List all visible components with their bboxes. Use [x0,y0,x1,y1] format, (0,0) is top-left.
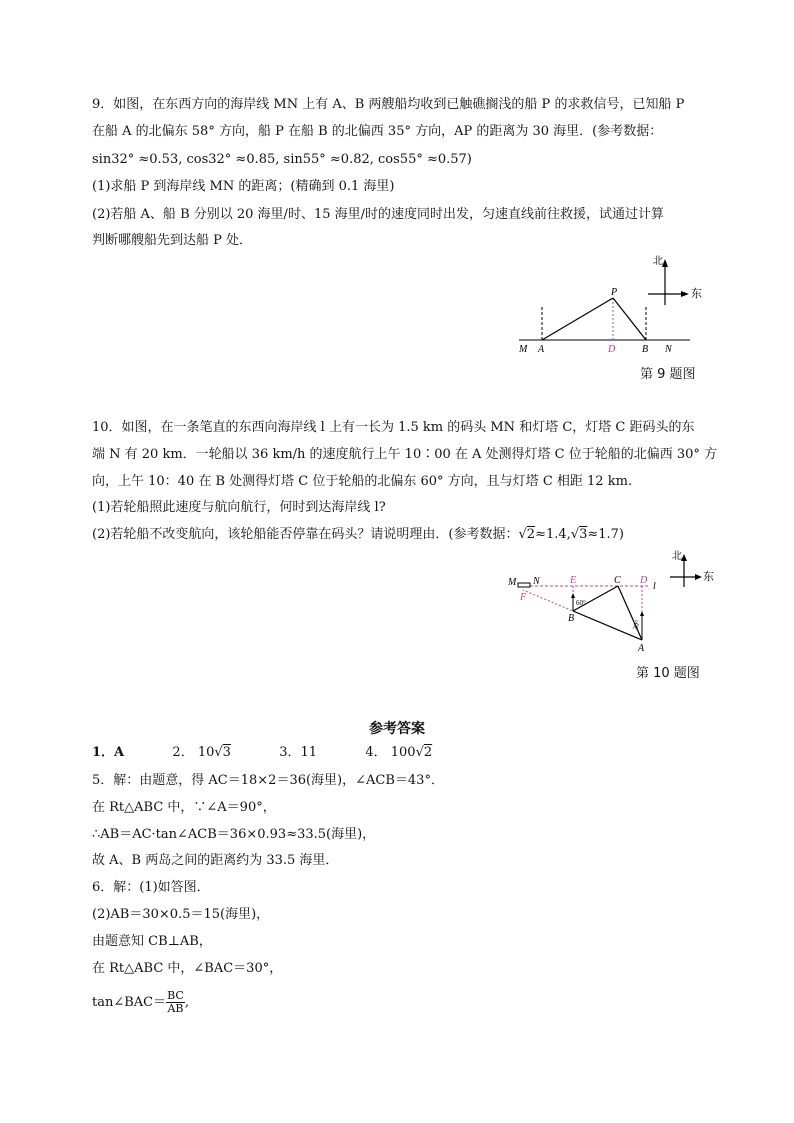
q9-east-arrow [681,291,689,297]
answer-6-line-5 [92,990,189,1015]
answer-3: 3．11 [279,745,318,760]
q9-line-6: 判断哪艘船先到达船 P 处． [92,233,253,248]
answer-5-line-4: 故 A、B 两岛之间的距离约为 33.5 海里． [92,853,339,868]
q9-line-4: (1)求船 P 到海岸线 MN 的距离；(精确到 0.1 海里) [92,179,395,194]
q10-label-f: F [520,592,527,603]
q9-line-5: (2)若船 A、船 B 分别以 20 海里/时、15 海里/时的速度同时出发，匀速直线前往救援，试通过计算 [92,207,664,222]
q10-north-b-arrow [571,593,575,598]
q9-caption: 第 9 题图 [640,367,696,382]
q9-east-label: 东 [691,288,702,300]
answer-5-line-1: 5．解：由题意，得 AC＝18×2＝36(海里)，∠ACB＝43°． [92,773,444,788]
q9-label-a: A [538,344,545,355]
answer-5-line-3: ∴AB＝AC·tan∠ACB＝36×0.93≈33.5(海里)， [92,827,376,842]
q10-sqrt-2: √2 [518,527,536,542]
q10-approx-1: ≈1.4, [535,527,571,542]
q9-segment-pb [613,298,646,340]
q10-sqrt-3: √3 [570,527,588,542]
answer-1: 1．A [92,745,125,760]
answer-2: 2． 10√3 [172,745,231,760]
q10-label-a: A [638,643,645,654]
answer-6-line-1: 6．解：(1)如答图． [92,880,210,895]
q9-line-2: 在船 A 的北偏东 58° 方向，船 P 在船 B 的北偏西 35° 方向，AP 的距离为 30 海里．(参考数据： [92,124,663,139]
q9-label-b: B [642,344,649,355]
q10-north-a-arrow [640,611,644,616]
q9-label-d: D [608,344,616,355]
answer-6-line-2: (2)AB＝30×0.5＝15(海里)， [92,907,270,922]
q9-segment-ap [542,298,613,340]
q9-line-3: sin32° ≈0.53, cos32° ≈0.85, sin55° ≈0.82, cos55° ≈0.57) [92,152,472,167]
q9-label-m: M [519,344,528,355]
fraction: $\frac{BC}{AB}$ [167,989,184,1015]
q10-line-3: 向，上午 10：40 在 B 处测得灯塔 C 位于轮船的北偏东 60° 方向，且与灯塔 C 相距 12 km. [92,474,633,489]
q10-label-n: N [533,576,540,587]
answer-6-line-3: 由题意知 CB⊥AB， [92,934,212,949]
answers-heading: 参考答案 [369,721,425,737]
answer-5-line-2: 在 Rt△ABC 中，∵∠A＝90°， [92,800,276,815]
q10-line-4: (1)若轮船照此速度与航向航行，何时到达海岸线 l? [92,500,386,515]
q10-caption: 第 10 题图 [636,666,700,681]
comma: , [184,995,189,1010]
answers-row-1 [92,745,432,761]
q9-line-1: 9．如图，在东西方向的海岸线 MN 上有 A、B 两艘船均收到已触礁搁浅的船 P 的求救信号，已知船 P [92,97,685,112]
q10-line-1: 10．如图，在一条笔直的东西向海岸线 l 上有一长为 1.5 km 的码头 MN 和灯塔 C，灯塔 C 距码头的东 [92,420,695,435]
q10-line-5-text: (2)若轮船不改变航向，该轮船能否停靠在码头？请说明理由．(参考数据： [92,527,519,542]
q10-label-c: C [614,575,621,586]
tan-expression: tan∠BAC＝ [92,995,167,1010]
q10-line-5 [92,527,624,543]
q9-label-p: P [611,287,618,298]
answer-4: 4． 100√2 [365,745,433,760]
q10-angle-60: 60° [576,599,586,607]
q10-figure [500,545,714,660]
answer-6-line-4: 在 Rt△ABC 中，∠BAC＝30°， [92,961,283,976]
q9-north-label: 北 [653,256,663,267]
q10-label-e: E [570,575,577,586]
q10-dock [518,583,530,587]
q10-east-arrow [695,574,702,580]
q10-label-b: B [568,613,575,624]
q10-label-l: l [653,581,656,592]
q10-angle-30: 30° [631,619,643,632]
q10-label-m: M [508,577,517,588]
q10-line-2: 端 N 有 20 km．一轮船以 36 km/h 的速度航行上午 10∶00 在 A 处测得灯塔 C 位于轮船的北偏西 30° 方 [92,447,718,462]
q10-label-d: D [640,575,648,586]
q9-figure [505,250,705,360]
q10-north-label: 北 [672,551,682,562]
q10-approx-2: ≈1.7) [587,527,624,542]
q10-east-label: 东 [703,571,714,583]
q9-label-n: N [665,344,672,355]
